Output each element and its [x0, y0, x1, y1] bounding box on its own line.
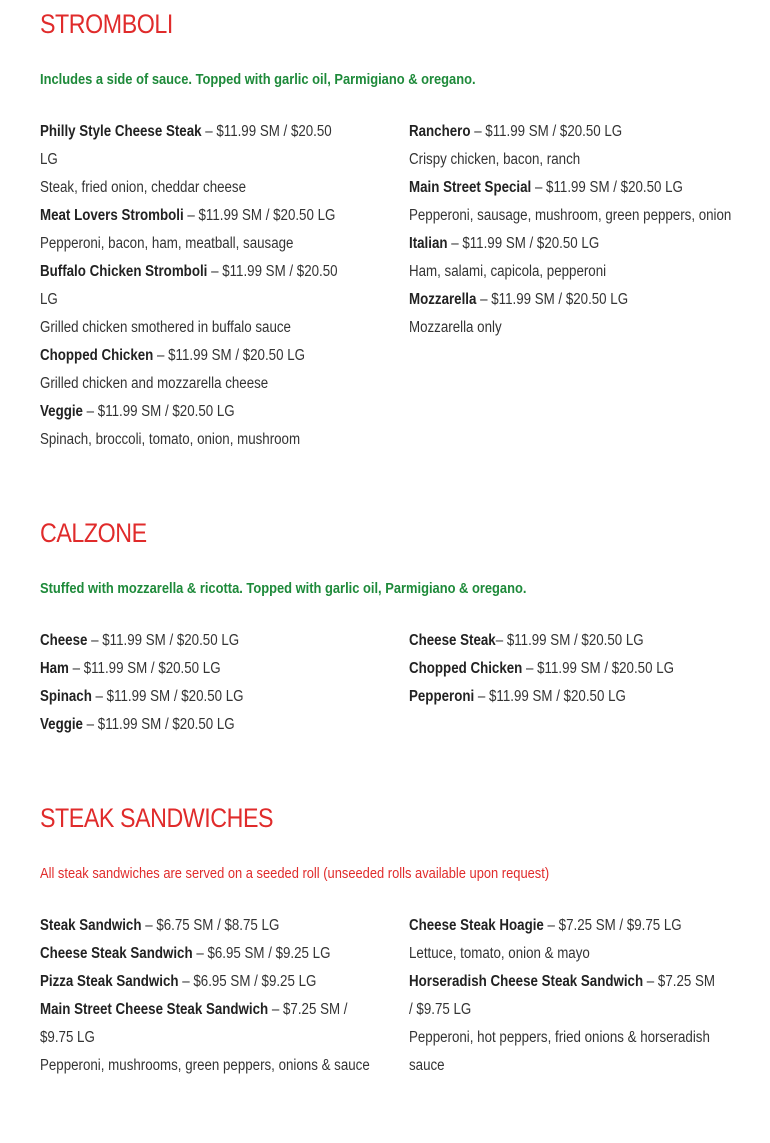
item-price: – $11.99 SM / $20.50 LG: [495, 632, 644, 649]
item-name: Cheese Steak: [409, 632, 496, 649]
item-price: – $11.99 SM / $20.50 LG: [87, 632, 240, 649]
item-desc: Pepperoni, hot peppers, fried onions & horseradish: [409, 1029, 710, 1046]
menu-item: [40, 996, 348, 1024]
item-price-cont: LG: [40, 151, 58, 168]
item-price: – $11.99 SM / $20.50 LG: [522, 660, 674, 677]
item-name: Buffalo Chicken Stromboli: [40, 263, 208, 280]
item-name: Cheese Steak Hoagie: [409, 917, 544, 934]
calzone-right-column: [409, 627, 725, 711]
calzone-left-column: [40, 627, 356, 739]
stromboli-title: STROMBOLI: [40, 9, 173, 39]
item-price: – $11.99 SM / $20.50 LG: [531, 179, 683, 196]
steak-right-column: [409, 912, 725, 1080]
item-price: – $11.99 SM / $20.50 LG: [476, 291, 629, 308]
item-name: Cheese: [40, 632, 88, 649]
item-name: Pizza Steak Sandwich: [40, 973, 179, 990]
item-desc: Crispy chicken, bacon, ranch: [409, 151, 581, 168]
item-desc: Grilled chicken and mozzarella cheese: [40, 375, 269, 392]
item-desc: Lettuce, tomato, onion & mayo: [409, 945, 590, 962]
calzone-title: CALZONE: [40, 518, 147, 548]
item-desc-cont: sauce: [409, 1057, 445, 1074]
menu-item: [409, 174, 681, 202]
item-price: – $7.25 SM / $9.75 LG: [543, 917, 682, 934]
menu-item: [409, 655, 681, 683]
item-price: – $11.99 SM / $20.50 LG: [183, 207, 336, 224]
item-name: Philly Style Cheese Steak: [40, 123, 202, 140]
item-name: Meat Lovers Stromboli: [40, 207, 184, 224]
item-desc: Spinach, broccoli, tomato, onion, mushroom: [40, 431, 301, 448]
menu-item: [40, 258, 338, 286]
item-price: – $11.99 SM / $20.50 LG: [153, 347, 305, 364]
item-price: – $6.95 SM / $9.25 LG: [178, 973, 317, 990]
steak-section: [40, 802, 740, 1074]
item-name: Ham: [40, 660, 69, 677]
stromboli-note: Includes a side of sauce. Topped with garlic oil, Parmigiano & oregano.: [40, 71, 476, 88]
steak-title: STEAK SANDWICHES: [40, 803, 274, 833]
item-name: Italian: [409, 235, 448, 252]
item-price: – $6.95 SM / $9.25 LG: [192, 945, 331, 962]
menu-item: [40, 202, 336, 230]
item-name: Main Street Special: [409, 179, 532, 196]
item-price: – $7.25 SM /: [268, 1001, 348, 1018]
item-name: Pepperoni: [409, 688, 475, 705]
menu-item: [40, 912, 312, 940]
item-price: – $11.99 SM / $20.50: [201, 123, 332, 140]
menu-item: [40, 683, 312, 711]
item-name: Cheese Steak Sandwich: [40, 945, 193, 962]
steak-left-column: [40, 912, 370, 1080]
menu-item: [409, 230, 681, 258]
item-name: Steak Sandwich: [40, 917, 142, 934]
item-name: Chopped Chicken: [409, 660, 523, 677]
item-price: – $11.99 SM / $20.50 LG: [91, 688, 244, 705]
menu-item: [40, 655, 312, 683]
menu-item: [409, 286, 681, 314]
item-price: – $6.75 SM / $8.75 LG: [141, 917, 280, 934]
calzone-section: [40, 517, 740, 733]
stromboli-section: [40, 8, 740, 448]
item-price: – $11.99 SM / $20.50 LG: [82, 716, 235, 733]
menu-item: [40, 627, 312, 655]
item-name: Ranchero: [409, 123, 471, 140]
menu-item: [40, 342, 312, 370]
item-name: Spinach: [40, 688, 92, 705]
menu-item: [409, 683, 681, 711]
item-name: Veggie: [40, 403, 83, 420]
item-desc: Pepperoni, mushrooms, green peppers, onions & sauce: [40, 1057, 370, 1074]
menu-item: [40, 398, 312, 426]
item-desc: Pepperoni, bacon, ham, meatball, sausage: [40, 235, 294, 252]
item-desc: Pepperoni, sausage, mushroom, green peppers, onion: [409, 207, 732, 224]
item-name: Veggie: [40, 716, 83, 733]
item-desc: Ham, salami, capicola, pepperoni: [409, 263, 607, 280]
stromboli-left-column: [40, 118, 356, 454]
menu-item: [409, 968, 715, 996]
menu-item: [40, 711, 312, 739]
menu-item: [409, 118, 681, 146]
item-price: – $11.99 SM / $20.50 LG: [68, 660, 221, 677]
menu-item: [40, 968, 317, 996]
item-price: – $11.99 SM / $20.50 LG: [474, 688, 626, 705]
item-price: – $11.99 SM / $20.50: [207, 263, 338, 280]
item-desc: Grilled chicken smothered in buffalo sauce: [40, 319, 291, 336]
stromboli-right-column: [409, 118, 732, 342]
item-price-cont: LG: [40, 291, 58, 308]
item-desc: Mozzarella only: [409, 319, 502, 336]
item-name: Horseradish Cheese Steak Sandwich: [409, 973, 644, 990]
item-price: – $11.99 SM / $20.50 LG: [82, 403, 235, 420]
item-name: Main Street Cheese Steak Sandwich: [40, 1001, 269, 1018]
menu-item: [409, 912, 681, 940]
item-name: Chopped Chicken: [40, 347, 154, 364]
item-price-cont: $9.75 LG: [40, 1029, 95, 1046]
item-desc: Steak, fried onion, cheddar cheese: [40, 179, 247, 196]
item-price: – $11.99 SM / $20.50 LG: [447, 235, 600, 252]
menu-item: [40, 118, 332, 146]
item-price: – $7.25 SM: [643, 973, 715, 990]
item-price: – $11.99 SM / $20.50 LG: [470, 123, 623, 140]
menu-item: [409, 627, 681, 655]
menu-item: [40, 940, 331, 968]
calzone-note: Stuffed with mozzarella & ricotta. Topped with garlic oil, Parmigiano & oregano.: [40, 580, 527, 597]
steak-note: All steak sandwiches are served on a seeded roll (unseeded rolls available upon request): [40, 865, 550, 882]
item-name: Mozzarella: [409, 291, 477, 308]
item-price-cont: / $9.75 LG: [409, 1001, 472, 1018]
